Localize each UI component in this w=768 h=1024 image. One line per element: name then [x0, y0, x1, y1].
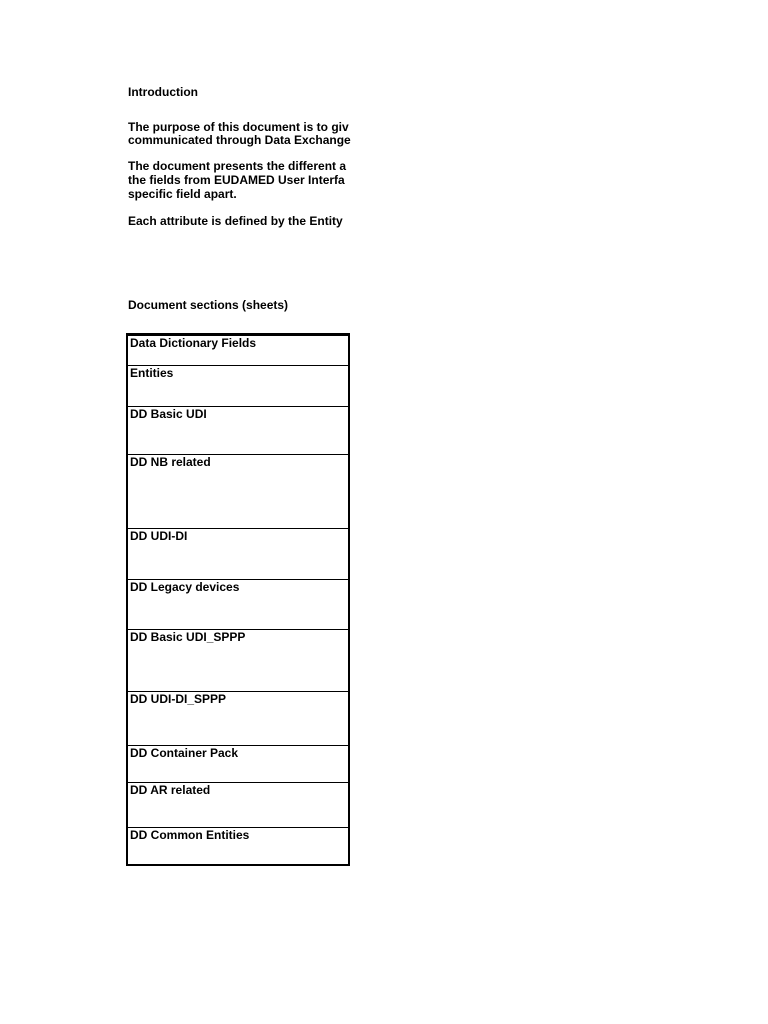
table-row	[127, 366, 349, 407]
section-cell: DD AR related	[127, 783, 349, 828]
table-row	[127, 580, 349, 630]
table-row	[127, 529, 349, 580]
table-row	[127, 828, 349, 865]
intro-paragraph-2-line-1: The document presents the different a	[128, 159, 347, 173]
section-cell: DD Legacy devices	[127, 580, 349, 630]
section-cell: DD UDI-DI_SPPP	[127, 692, 349, 746]
intro-paragraph-1-line-1: The purpose of this document is to giv	[128, 120, 349, 134]
table-row	[127, 455, 349, 529]
document-visible-area	[0, 0, 351, 1024]
document-sections-title: Document sections (sheets)	[128, 298, 289, 312]
introduction-heading: Introduction	[128, 85, 198, 99]
table-row	[127, 335, 349, 366]
section-cell: DD Basic UDI_SPPP	[127, 630, 349, 692]
section-cell: DD NB related	[127, 455, 349, 529]
document-sections-table	[126, 333, 350, 866]
intro-paragraph-3-line-1: Each attribute is defined by the Entity	[128, 214, 343, 228]
section-cell: DD Container Pack	[127, 746, 349, 783]
table-row	[127, 630, 349, 692]
table-row	[127, 407, 349, 455]
section-cell: Data Dictionary Fields	[127, 335, 349, 366]
table-row	[127, 746, 349, 783]
intro-paragraph-1-line-2: communicated through Data Exchange	[128, 133, 351, 147]
intro-paragraph-2-line-3: specific field apart.	[128, 187, 237, 201]
section-cell: DD UDI-DI	[127, 529, 349, 580]
intro-paragraph-2-line-2: the fields from EUDAMED User Interfa	[128, 173, 345, 187]
section-cell: DD Basic UDI	[127, 407, 349, 455]
section-cell: DD Common Entities	[127, 828, 349, 865]
table-row	[127, 692, 349, 746]
section-cell: Entities	[127, 366, 349, 407]
table-row	[127, 783, 349, 828]
